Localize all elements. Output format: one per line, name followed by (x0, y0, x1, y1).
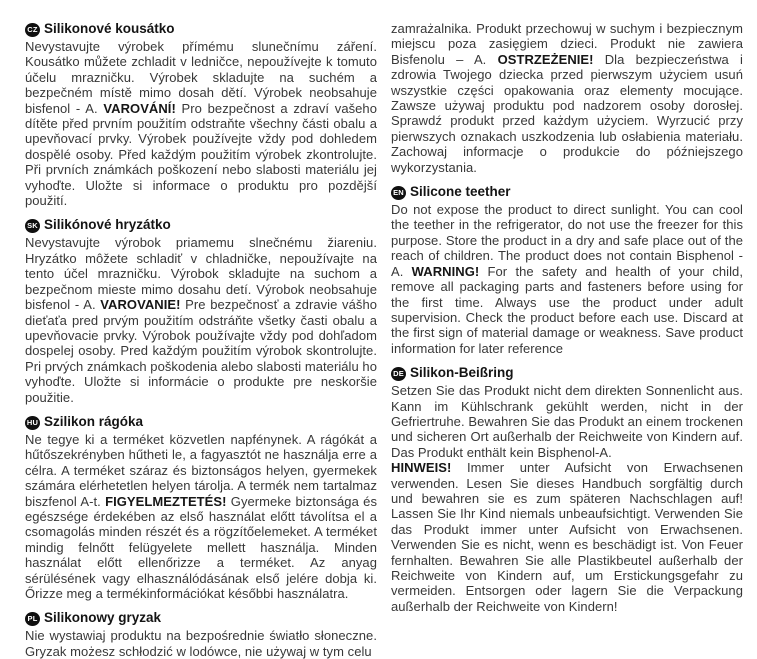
text-segment: WARNING! (411, 263, 480, 279)
text-segment: Nevystavujte výrobek přímému slunečnímu záření. Kousátko můžete zchladit v ledničce, nepoužívejte k tomuto účelu mrazničku. Výrobek skladujte na suchém a bezpečném místě mimo dosah dětí. Výrobek neobsahuje bisfenol - A. (25, 39, 377, 116)
section-body-hu (25, 432, 377, 601)
text-segment: HINWEIS! (391, 460, 452, 476)
section-hu (25, 414, 377, 601)
text-segment: Gyermeke biztonsága és egészsége érdekében az első használat előtt távolítsa el a csomagolás minden részét és a rögzítőelemeket. A terméket mindig felnőtt felügyelete mellett használja. Minden használat előtt ellenőrizze a terméket. Az anyag sérülésének vagy elhasználódásának első jelére dobja ki. Őrizze meg a termékinformációkat későbbi használatra. (25, 493, 377, 601)
section-body-pl (25, 628, 377, 659)
language-badge-icon-sk: SK (25, 219, 40, 233)
section-pl (25, 610, 377, 659)
section-body-cz (25, 39, 377, 208)
right-column (391, 21, 743, 614)
text-segment: Immer unter Aufsicht von Erwachsenen verwenden. Lesen Sie dieses Handbuch sorgfältig durch und bewahren sie es zum späteren Nachschlagen auf! Lassen Sie Ihr Kind niemals unbeaufsichtigt. Verwenden Sie das Produkt immer unter Aufsicht von Erwachsenen. Verwenden Sie es nicht, wenn es beschädigt ist. Von Feuer fernhalten. Bewahren Sie alle Plastikbeutel außerhalb der Reichweite von Kindern auf, um Erstickungsgefahr zu vermeiden. Entsorgen oder lagern Sie die Verpackung außerhalb der Reichweite von Kindern! (391, 460, 743, 614)
language-badge-icon-pl: PL (25, 612, 40, 626)
text-segment: For the safety and health of your child, remove all packaging parts and fasteners before using for the first time. Always use the product under adult supervision. Check the product before each use. Discard at the first sign of material damage or weakness. Save product information for later reference (391, 263, 743, 356)
section-cz (25, 21, 377, 208)
text-segment: Nie wystawiaj produktu na bezpośrednie światło słoneczne. Gryzak możesz schłodzić w lodówce, nie używaj w tym celu (25, 628, 377, 659)
section-title-text-hu: Szilikon rágóka (44, 413, 144, 429)
text-segment: VAROVÁNÍ! (103, 100, 176, 116)
text-segment: Setzen Sie das Produkt nicht dem direkten Sonnenlicht aus. Kann im Kühlschrank gekühlt werden, nicht in der Gefriertruhe. Bewahren Sie das Produkt an einem trockenen und sicheren Ort außerhalb der Reichweite von Kindern auf. Das Produkt enthält kein Bisphenol-A. (391, 383, 743, 460)
text-segment: zamrażalnika. Produkt przechowuj w suchym i bezpiecznym miejscu poza zasięgiem dzieci. Produkt nie zawiera Bisfenolu – A. (391, 21, 743, 67)
text-segment: FIGYELMEZTETÉS! (105, 493, 227, 509)
section-title-cz (25, 21, 377, 37)
section-title-text-de: Silikon-Beißring (410, 365, 514, 381)
text-segment: Pre bezpečnosť a zdravie vášho dieťaťa pred prvým použitím odstráňte všetky časti obalu a upevňovacie prvky. Výrobok používajte vždy pod dohľadom dospelej osoby. Pred každým použitím výrobok skontrolujte. Pri prvých známkach poškodenia alebo slabosti materiálu ho vyhoďte. Uložte si informácie o produkte pre neskoršie použitie. (25, 297, 377, 405)
section-title-text-pl: Silikonowy gryzak (44, 610, 162, 626)
section-body-sk (25, 235, 377, 404)
language-badge-icon-de: DE (391, 367, 406, 381)
section-title-sk (25, 217, 377, 233)
text-segment: Pro bezpečnost a zdraví vašeho dítěte před prvním použitím odstraňte všechny části obalu a upevňovací prvky. Výrobek používejte vždy pod dohledem dospělé osoby. Před každým použitím výrobek zkontrolujte. Při prvních známkách poškození nebo slabosti materiálu jej vyhoďte. Uložte si informace o produktu pro pozdější použití. (25, 100, 377, 209)
section-title-text-en: Silicone teether (410, 184, 511, 200)
language-badge-icon-en: EN (391, 186, 406, 200)
section-en (391, 184, 743, 356)
text-segment: Nevystavujte výrobok priamemu slnečnému žiareniu. Hryzátko môžete schladiť v chladničke, nepoužívajte na tento účel mrazničku. Výrobok skladujte na suchom a bezpečnom mieste mimo dosahu detí. Výrobok neobsahuje bisfenol - A. (25, 235, 377, 313)
section-pl-continued (391, 21, 743, 175)
section-body-en (391, 202, 743, 356)
section-title-en (391, 184, 743, 200)
text-segment: Dla bezpieczeństwa i zdrowia Twojego dziecka przed pierwszym użyciem usuń wszystkie części opakowania oraz elementy mocujące. Zawsze używaj produktu pod nadzorem osoby dorosłej. Sprawdź produkt przed każdym użyciem. Wyrzucić przy pierwszych oznakach uszkodzenia lub osłabienia materiału. Zachowaj informacje o produkcie do późniejszego wykorzystania. (391, 51, 743, 175)
section-title-text-sk: Silikónové hryzátko (44, 217, 171, 233)
section-de (391, 365, 743, 614)
text-segment: OSTRZEŻENIE! (497, 51, 594, 67)
section-sk (25, 217, 377, 404)
section-body-pl-continued (391, 21, 743, 175)
text-segment: Do not expose the product to direct sunlight. You can cool the teether in the refrigerator, do not use the freezer for this purpose. Store the product in a dry and safe place out of the reach of children. The product does not contain Bisphenol - A. (391, 202, 743, 279)
section-title-de (391, 365, 743, 381)
language-badge-icon-cz: CZ (25, 23, 40, 37)
section-title-hu (25, 414, 377, 430)
text-segment: VAROVANIE! (100, 297, 181, 313)
text-segment: Ne tegye ki a terméket közvetlen napfénynek. A rágókát a hűtőszekrényben hűtheti le, a fagyasztót ne használja erre a célra. A terméket száraz és biztonságos helyen, gyermekek számára elérhetetlen helyen tárolja. A termék nem tartalmaz biszfenol A-t. (25, 431, 377, 509)
language-badge-icon-hu: HU (25, 416, 40, 430)
section-title-text-cz: Silikonové kousátko (44, 21, 175, 36)
left-column (25, 21, 377, 659)
section-title-pl (25, 610, 377, 626)
